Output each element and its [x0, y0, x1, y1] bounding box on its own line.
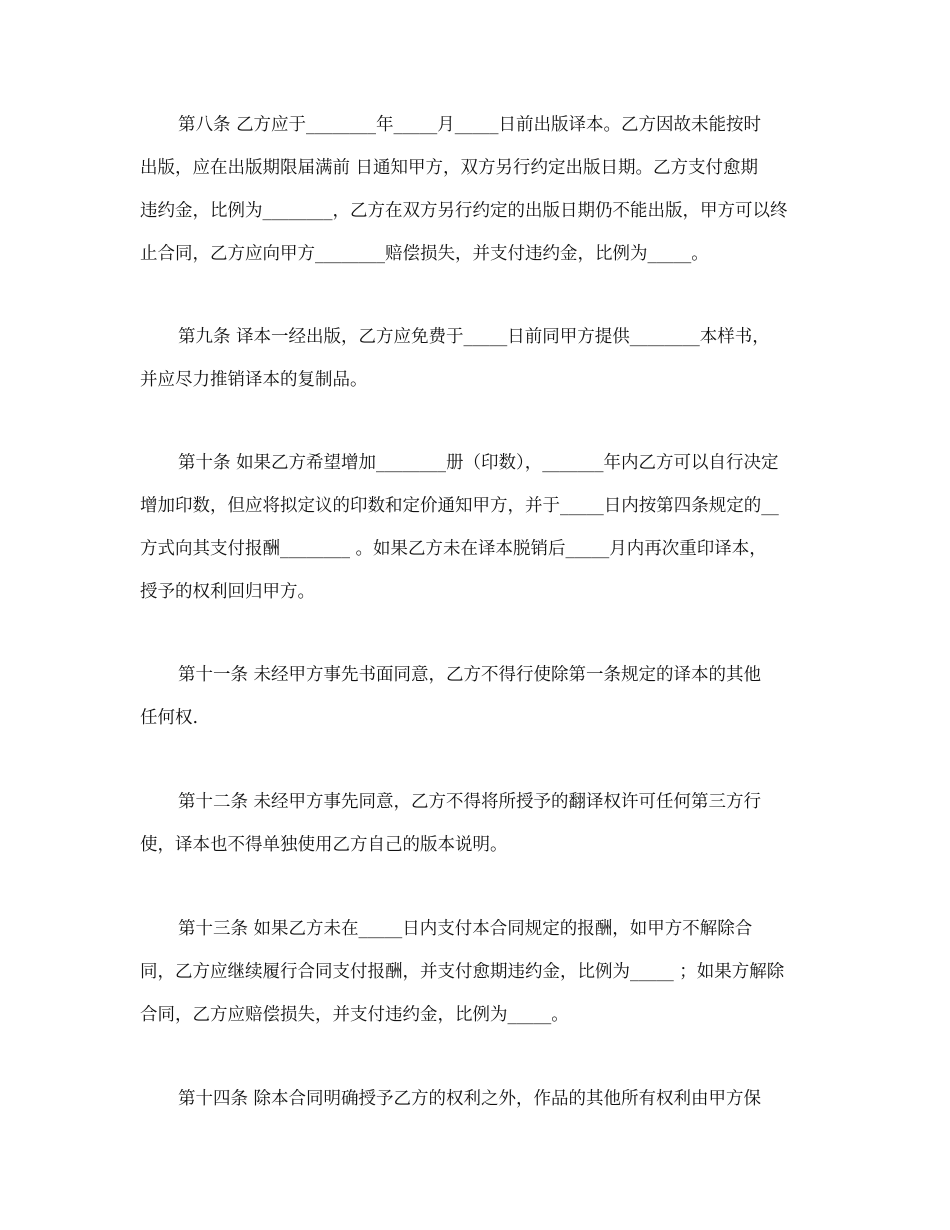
- article-13: [140, 908, 812, 1037]
- article-line: 第十四条 除本合同明确授予乙方的权利之外，作品的其他所有权利由甲方保: [178, 1089, 762, 1109]
- article-line: 方式向其支付报酬________ 。如果乙方未在译本脱销后_____月内再次重印译本，: [140, 539, 767, 559]
- article-12: [140, 781, 812, 867]
- article-line: 授予的权利回归甲方。: [140, 582, 315, 602]
- article-line: 第八条 乙方应于________年_____月_____日前出版译本。乙方因故未能按时: [178, 115, 762, 135]
- article-line: 第九条 译本一经出版，乙方应免费于_____日前同甲方提供________本样书，: [178, 327, 770, 347]
- article-10: [140, 442, 812, 614]
- article-line: 违约金，比例为________，乙方在双方另行约定的出版日期仍不能出版，甲方可以终: [140, 201, 788, 221]
- article-14: [140, 1078, 812, 1121]
- article-line: 同，乙方应继续履行合同支付报酬，并支付愈期违约金，比例为_____ ；如果方解除: [140, 962, 785, 982]
- article-line: 止合同，乙方应向甲方________赔偿损失，并支付违约金，比例为_____。: [140, 244, 709, 264]
- article-line: 使，译本也不得单独使用乙方自己的版本说明。: [140, 835, 508, 855]
- article-line: 任何权.: [140, 708, 199, 728]
- article-9: [140, 316, 812, 402]
- article-line: 并应尽力推销译本的复制品。: [140, 370, 368, 390]
- article-8: [140, 104, 812, 276]
- article-line: 第十三条 如果乙方未在_____日内支付本合同规定的报酬，如甲方不解除合: [178, 919, 753, 939]
- article-line: 合同，乙方应赔偿损失，并支付违约金，比例为_____。: [140, 1005, 569, 1025]
- article-11: [140, 654, 812, 740]
- article-line: 第十二条 未经甲方事先同意，乙方不得将所授予的翻译权许可任何第三方行: [178, 792, 762, 812]
- article-line: 第十条 如果乙方希望增加________册（印数），_______年内乙方可以自行决定: [178, 453, 779, 473]
- article-line: 增加印数，但应将拟定议的印数和定价通知甲方，并于_____日内按第四条规定的__: [140, 496, 779, 516]
- article-line: 第十一条 未经甲方事先书面同意，乙方不得行使除第一条规定的译本的其他: [178, 665, 762, 685]
- article-line: 出版，应在出版期限届满前 日通知甲方，双方另行约定出版日期。乙方支付愈期: [140, 158, 759, 178]
